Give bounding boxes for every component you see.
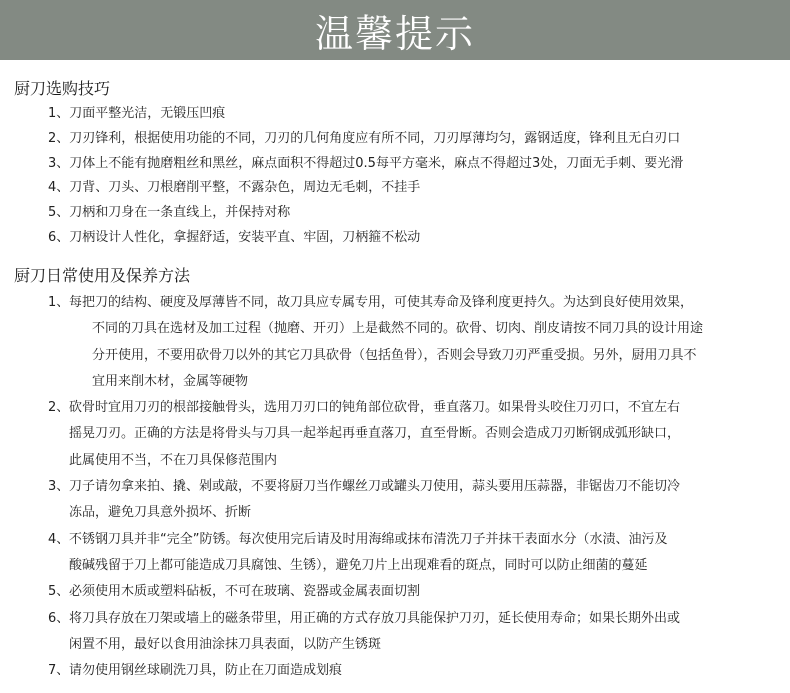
banner-title: 温馨提示 [314, 11, 475, 56]
section-heading-care-methods: 厨刀日常使用及保养方法 [14, 266, 191, 285]
item-line: 分开使用，不要用砍骨刀以外的其它刀具砍骨（包括鱼骨），否则会导致刀刃严重受损。另外，厨用刀具不 [92, 347, 697, 363]
item-line: 此属使用不当，不在刀具保修范围内 [69, 452, 278, 468]
item-line: 闲置不用，最好以食用油涂抹刀具表面，以防产生锈斑 [69, 636, 382, 652]
title-banner [0, 0, 790, 60]
list-item: 5、刀柄和刀身在一条直线上，并保持对称 [48, 205, 291, 221]
item-number: 5、 [48, 584, 70, 600]
list-item: 4、刀背、刀头、刀根磨削平整，不露杂色，周边无毛刺，不挂手 [48, 180, 421, 196]
item-text [69, 395, 680, 474]
item-number: 4、 [48, 531, 70, 547]
item-number: 2、 [48, 400, 70, 416]
item-number: 3、 [48, 479, 70, 495]
list-item: 1、刀面平整光洁，无锻压凹痕 [48, 106, 226, 121]
care-methods-list [48, 290, 778, 684]
item-line: 请勿使用钢丝球刷洗刀具，防止在刀面造成划痕 [69, 663, 343, 679]
item-text [69, 474, 680, 527]
list-item [48, 474, 778, 527]
item-line: 刀子请勿拿来拍、撬、剁或敲，不要将厨刀当作螺丝刀或罐头刀使用，蒜头要用压蒜器，非锯齿刀不能切冷 [69, 479, 681, 495]
section-heading-buying-tips: 厨刀选购技巧 [14, 79, 111, 98]
list-item [48, 290, 778, 395]
buying-tips-list [48, 102, 778, 251]
list-item [48, 658, 778, 684]
item-text [69, 658, 342, 684]
item-line: 每把刀的结构、硬度及厚薄皆不同，故刀具应专属专用，可使其寿命及锋利度更持久。为达到良好使用效果， [69, 295, 694, 310]
item-number: 1、 [48, 295, 70, 310]
list-item: 6、刀柄设计人性化，拿握舒适，安装平直、牢固，刀柄箍不松动 [48, 229, 421, 245]
item-number: 7、 [48, 663, 70, 679]
list-item: 3、刀体上不能有抛磨粗丝和黑丝，麻点面积不得超过0.5每平方毫米，麻点不得超过3处，刀面无手刺、要光滑 [48, 155, 684, 171]
item-number: 6、 [48, 610, 70, 626]
item-line: 将刀具存放在刀架或墙上的磁条带里，用正确的方式存放刀具能保护刀刃，延长使用寿命；如果长期外出或 [69, 610, 681, 626]
item-line: 酸碱残留于刀上都可能造成刀具腐蚀、生锈），避免刀片上出现难看的斑点，同时可以防止细菌的蔓延 [69, 557, 648, 573]
list-item [48, 527, 778, 580]
item-line: 不锈钢刀具并非“完全”防锈。每次使用完后请及时用海绵或抹布清洗刀子并抹干表面水分（水渍、油污及 [69, 531, 668, 547]
item-text [69, 606, 680, 659]
item-line: 冻品，避免刀具意外损坏、折断 [69, 505, 252, 521]
list-item [48, 606, 778, 659]
item-text [69, 527, 667, 580]
item-text [69, 579, 420, 605]
list-item [48, 579, 778, 605]
list-item: 2、刀刃锋利，根据使用功能的不同，刀刃的几何角度应有所不同，刀刃厚薄均匀，露钢适度，锋利且无白刃口 [48, 130, 681, 146]
item-text [69, 290, 703, 395]
item-line: 摇晃刀刃。正确的方法是将骨头与刀具一起举起再垂直落刀，直至骨断。否则会造成刀刃断钢成弧形缺口， [69, 426, 681, 442]
item-line: 必须使用木质或塑料砧板，不可在玻璃、瓷器或金属表面切割 [69, 584, 421, 600]
item-line: 不同的刀具在选材及加工过程（抛磨、开刃）上是截然不同的。砍骨、切肉、削皮请按不同刀具的设计用途 [92, 321, 704, 337]
item-line: 砍骨时宜用刀刃的根部接触骨头，选用刀刃口的钝角部位砍骨，垂直落刀。如果骨头咬住刀刃口，不宜左右 [69, 400, 681, 416]
list-item [48, 395, 778, 474]
item-line: 宜用来削木材，金属等硬物 [92, 373, 249, 389]
